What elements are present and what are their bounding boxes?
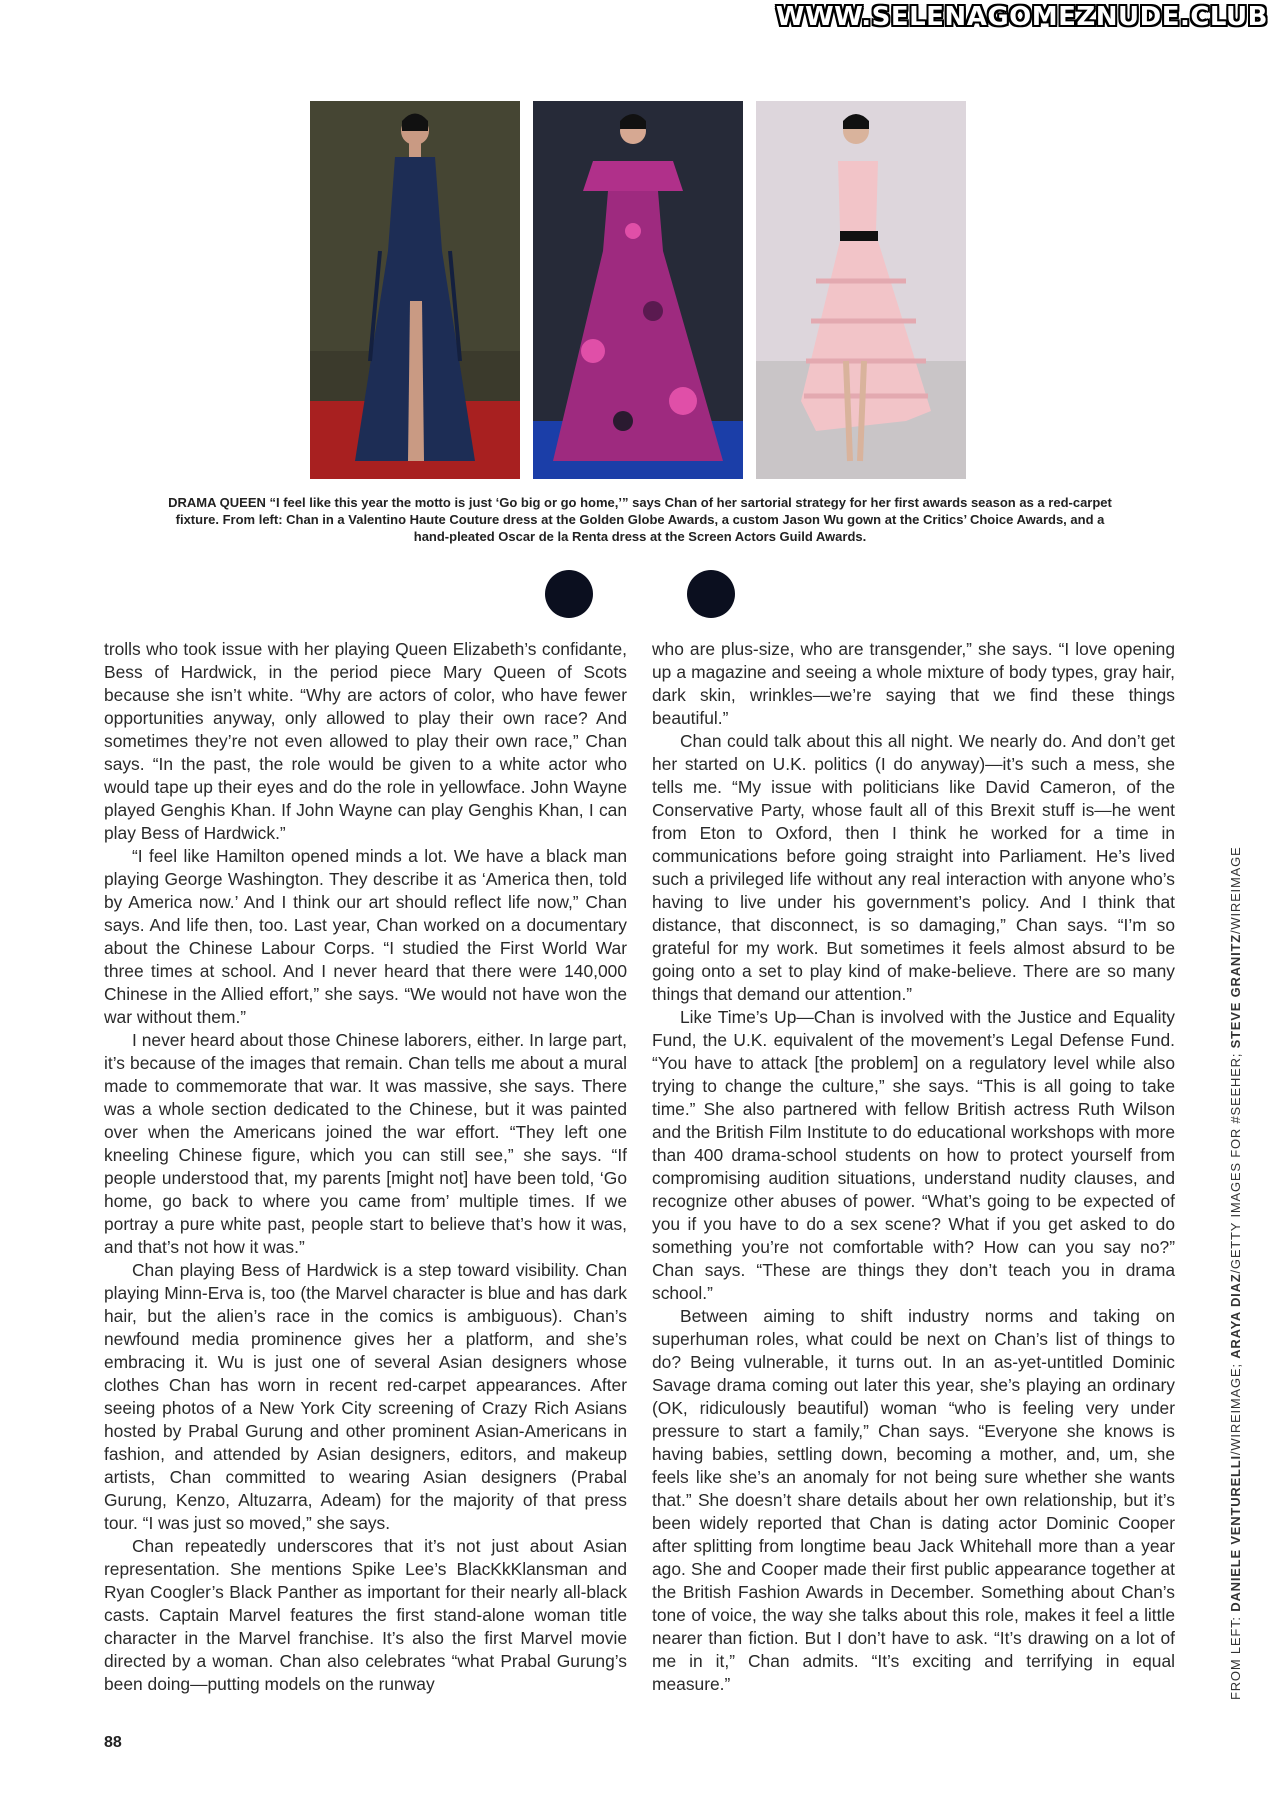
photo-oscar-de-la-renta-pink-gown xyxy=(756,101,966,479)
decorative-dot xyxy=(687,570,735,618)
paragraph: I never heard about those Chinese laborers, either. In large part, it’s because of the images that remain. Chan tells me about a mural made to commemorate that war. It was massive, she says. There was a whole section dedicated to the Chinese, but it was painted over when the Americans joined the war effort. “They left one kneeling Chinese figure, which you can still see,” she says. “If people understood that, my parents [might not] have been told, ‘Go home, go back to where you came from’ multiple times. If we portray a pure white past, people start to believe that’s how it was, and that’s not how it was.” xyxy=(104,1030,627,1257)
page-number: 88 xyxy=(104,1734,122,1751)
site-watermark: WWW.SELENAGOMEZNUDE.CLUB xyxy=(775,2,1268,32)
photo-caption xyxy=(160,494,1120,545)
caption-text: “I feel like this year the motto is just ‘Go big or go home,’” says Chan of her sartorial strategy for her first awards season as a red-carpet fixture. From left: Chan in a Valentino Haute Couture dress at the Golden Globe Awards, a custom Jason Wu gown at the Critics’ Choice Awards, and a hand-pleated Oscar de la Renta dress at the Screen Actors Guild Awards. xyxy=(175,495,1112,544)
photo-jason-wu-floral-gown xyxy=(533,101,743,479)
paragraph: who are plus-size, who are transgender,” she says. “I love opening up a magazine and seeing a whole mixture of body types, gray hair, dark skin, wrinkles—we’re saying that we find these things beautiful.” xyxy=(652,639,1175,728)
credit-prefix: FROM LEFT: xyxy=(1228,1611,1243,1700)
paragraph: Between aiming to shift industry norms and taking on superhuman roles, what could be next on Chan’s list of things to do? Being vulnerable, it turns out. In an as-yet-untitled Dominic Savage drama coming out later this year, she’s playing an ordinary (OK, ridiculously beautiful) woman “who is feeling very under pressure to start a family,” Chan says. “Everyone she knows is having babies, settling down, becoming a mother, and, um, she feels like she’s an anomaly for not being sure whether she wants that.” She doesn’t share details about her own relationship, but it’s been widely reported that Chan is dating actor Dominic Cooper after splitting from longtime beau Jack Whitehall more than a year ago. She and Cooper made their first public appearance together at the British Fashion Awards in December. Something about Chan’s tone of voice, the way she talks about this role, makes it feel a little nearer than fiction. But I don’t have to ask. “It’s drawing on a lot of me in it,” Chan admits. “It’s exciting and terrifying in equal measure.” xyxy=(652,1306,1175,1694)
paragraph: Chan playing Bess of Hardwick is a step toward visibility. Chan playing Minn-Erva is, too (the Marvel character is blue and has dark hair, but the alien’s race in the comics is ambiguous). Chan’s newfound media prominence gives her a platform, and she’s embracing it. Wu is just one of several Asian designers whose clothes Chan has worn in recent red-carpet appearances. After seeing photos of a New York City screening of Crazy Rich Asians hosted by Prabal Gurung and other prominent Asian-Americans in fashion, and attended by Asian designers, editors, and makeup artists, Chan committed to wearing Asian designers (Prabal Gurung, Kenzo, Altuzarra, Adeam) for the majority of that press tour. “I was just so moved,” she says. xyxy=(104,1260,627,1533)
photo-valentino-navy-gown xyxy=(310,101,520,479)
paragraph: trolls who took issue with her playing Queen Elizabeth’s confidante, Bess of Hardwick, in the period piece Mary Queen of Scots because she isn’t white. “Why are actors of color, who have fewer opportunities anyway, only allowed to play their own race? And sometimes they’re not even allowed to play their own race,” Chan says. “In the past, the role would be given to a white actor who would tape up their eyes and do the role in yellowface. John Wayne played Genghis Khan. If John Wayne can play Genghis Khan, I can play Bess of Hardwick.” xyxy=(104,639,627,843)
decorative-dot xyxy=(545,570,593,618)
credit-name: ARAYA DIAZ xyxy=(1228,1273,1243,1359)
paragraph: Chan repeatedly underscores that it’s not just about Asian representation. She mentions Spike Lee’s BlacKkKlansman and Ryan Coogler’s Black Panther as important for their nearly all-black casts. Captain Marvel features the first stand-alone woman title character in the Marvel franchise. It’s also the first Marvel movie directed by a woman. Chan also celebrates “what Prabal Gurung’s been doing—putting models on the runway xyxy=(104,1536,627,1694)
paragraph: Like Time’s Up—Chan is involved with the Justice and Equality Fund, the U.K. equivalent of the movement’s Legal Defense Fund. “You have to attack [the problem] on a regulatory level while also trying to change the culture,” she says. “This is all going to take time.” She also partnered with fellow British actress Ruth Wilson and the British Film Institute to do educational workshops with more than 400 drama-school students on how to protect yourself from compromising audition situations, understand nudity clauses, and recognize other abuses of power. “What’s going to be expected of you if you have to do a sex scene? What if you get asked to do something you’re not comfortable with? How can you say no?” Chan says. “These are things they don’t teach you in drama school.” xyxy=(652,1007,1175,1303)
photo-credit xyxy=(1228,847,1243,1700)
article-column-left xyxy=(104,638,627,1696)
paragraph: Chan could talk about this all night. We nearly do. And don’t get her started on U.K. politics (I do anyway)—it’s such a mess, she tells me. “My issue with politicians like David Cameron, of the Conservative Party, whose fault all of this Brexit stuff is—he went from Eton to Oxford, then I think he worked for a time in communications before going straight into Parliament. He’s lived such a privileged life without any real interaction with anyone who’s having to live under his government’s policy. And I think that distance, that disconnect, is so damaging,” Chan says. “I’m so grateful for my work. But sometimes it feels almost absurd to be going onto a set to play kind of make-believe. There are so many things that demand our attention.” xyxy=(652,731,1175,1004)
article-column-right xyxy=(652,638,1175,1696)
caption-label: DRAMA QUEEN xyxy=(168,495,266,510)
credit-source: /GETTY IMAGES FOR #SEEHER; xyxy=(1228,1048,1243,1274)
credit-name: STEVE GRANITZ xyxy=(1228,934,1243,1049)
credit-name: DANIELE VENTURELLI xyxy=(1228,1455,1243,1612)
paragraph: “I feel like Hamilton opened minds a lot. We have a black man playing George Washington. They describe it as ‘America then, told by America now.’ And I think our art should reflect life now,” Chan says. And life then, too. Last year, Chan worked on a documentary about the Chinese Labour Corps. “I studied the First World War three times at school. And I never heard that there were 140,000 Chinese in the Allied effort,” she says. “We would not have won the war without them.” xyxy=(104,846,627,1027)
credit-source: /WIREIMAGE; xyxy=(1228,1358,1243,1456)
credit-source: /WIREIMAGE xyxy=(1228,846,1243,934)
